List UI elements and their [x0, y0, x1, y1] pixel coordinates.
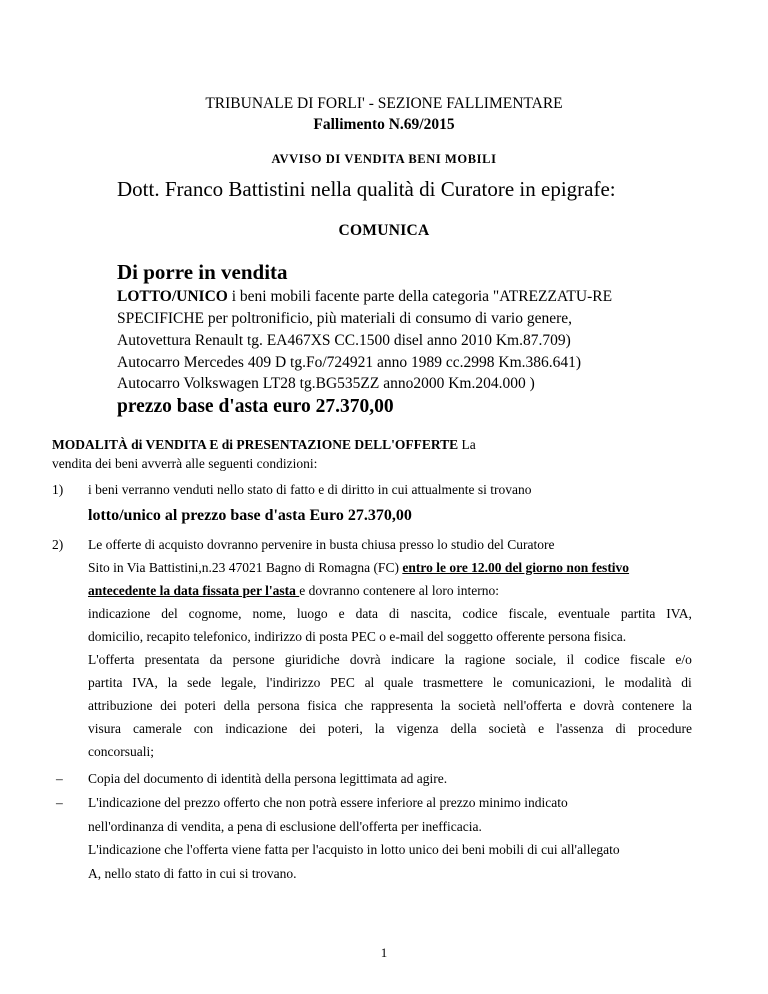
- word: eventuale: [558, 606, 610, 621]
- item-2-para2-last: concorsuali;: [88, 744, 154, 759]
- modalita-title-bold: MODALITÀ di VENDITA E di PRESENTAZIONE DELL'OFFERTE: [52, 437, 459, 452]
- item-2-number: 2): [52, 537, 64, 552]
- word: da: [209, 652, 223, 667]
- word: rappresenta: [370, 698, 434, 713]
- curatore-line: Dott. Franco Battistini nella qualità di Curatore in epigrafe:: [117, 177, 616, 201]
- word: persone: [232, 652, 275, 667]
- item-2-address: Sito in Via Battistini,n.23 47021 Bagno di Romagna (FC): [88, 560, 403, 575]
- word: il: [566, 652, 575, 667]
- item-1-number: 1): [52, 482, 64, 497]
- word: le: [604, 675, 615, 690]
- word: modalità: [624, 675, 672, 690]
- word: di: [615, 721, 627, 736]
- word: e: [569, 698, 576, 713]
- item-2-para2-line-3: [88, 698, 692, 714]
- word: contenere: [621, 698, 675, 713]
- item-2-contents: e dovranno contenere al loro interno:: [299, 583, 500, 598]
- word: dovrà: [349, 652, 381, 667]
- word: legale,: [220, 675, 257, 690]
- word: e: [538, 721, 545, 736]
- word: della: [450, 721, 477, 736]
- word: presentata: [144, 652, 200, 667]
- word: visura: [88, 721, 121, 736]
- word: l'assenza: [556, 721, 604, 736]
- item-2-line-1: Le offerte di acquisto dovranno pervenire in busta chiusa presso lo studio del Curatore: [88, 537, 555, 552]
- bullet-3-line-1: L'indicazione che l'offerta viene fatta per l'acquisto in lotto unico dei beni mobili di cui all'allegato: [88, 842, 620, 857]
- word: cognome,: [188, 606, 242, 621]
- lotto-line-4: Autocarro Mercedes 409 D tg.Fo/724921 anno 1989 cc.2998 Km.386.641): [117, 354, 582, 371]
- word: la: [444, 652, 455, 667]
- item-2-para2-line-2: [88, 675, 692, 691]
- word: vigenza: [396, 721, 439, 736]
- word: fiscale,: [508, 606, 548, 621]
- notice-title: AVVISO DI VENDITA BENI MOBILI: [271, 152, 497, 166]
- lotto-text-1: i beni mobili facente parte della categoria "ATREZZATU-RE: [227, 288, 613, 305]
- word: di: [681, 675, 692, 690]
- item-2-para2-line-4: [88, 721, 692, 737]
- item-2-line-2: [88, 560, 629, 576]
- word: indicare: [390, 652, 435, 667]
- word: la: [682, 698, 692, 713]
- word: e/o: [675, 652, 692, 667]
- word: nome,: [252, 606, 286, 621]
- word: dovrà: [583, 698, 615, 713]
- court-title: TRIBUNALE DI FORLI' - SEZIONE FALLIMENTARE: [205, 95, 563, 112]
- word: luogo: [296, 606, 328, 621]
- item-2-line-3: [88, 583, 499, 599]
- word: nell'offerta: [503, 698, 562, 713]
- word: fisica: [307, 698, 337, 713]
- word: indicazione: [88, 606, 151, 621]
- word: dei: [160, 698, 177, 713]
- bullet-3-line-2: A, nello stato di fatto in cui si trovano.: [88, 866, 297, 881]
- word: L'offerta: [88, 652, 135, 667]
- lotto-line-5: Autocarro Volkswagen LT28 tg.BG535ZZ anno2000 Km.204.000 ): [117, 375, 535, 392]
- lotto-line-2: SPECIFICHE per poltronificio, più materiali di consumo di vario genere,: [117, 310, 573, 327]
- porre-heading: Di porre in vendita: [117, 260, 288, 284]
- modalita-title: [52, 437, 476, 453]
- item-2-deadline: entro le ore 12.00 del giorno non festivo: [402, 560, 630, 575]
- word: partita: [88, 675, 123, 690]
- bullet-1-text: Copia del documento di identità della persona legittimata ad agire.: [88, 771, 448, 786]
- word: dei: [299, 721, 316, 736]
- item-2-para1-line-2: domicilio, recapito telefonico, indirizzo di posta PEC o e-mail del soggetto offerente persona fisica.: [88, 629, 627, 644]
- word: di: [389, 606, 400, 621]
- modalita-title-tail: La: [458, 437, 476, 452]
- item-2-para2-line-1: [88, 652, 692, 668]
- prezzo-base: prezzo base d'asta euro 27.370,00: [117, 396, 394, 417]
- bullet-2-line-2: nell'ordinanza di vendita, a pena di esclusione dell'offerta per inefficacia.: [88, 819, 482, 834]
- word: IVA,: [132, 675, 158, 690]
- lotto-line-3: Autovettura Renault tg. EA467XS CC.1500 disel anno 2010 Km.87.709): [117, 332, 571, 349]
- page-number: 1: [380, 945, 388, 960]
- bullet-2-line-1: L'indicazione del prezzo offerto che non potrà essere inferiore al prezzo minimo indicato: [88, 795, 568, 810]
- bullet-dash-2: –: [56, 795, 63, 810]
- word: la: [374, 721, 385, 736]
- item-2-para1-line-1: [88, 606, 692, 622]
- word: camerale: [132, 721, 182, 736]
- word: della: [223, 698, 250, 713]
- word: l'indirizzo: [266, 675, 321, 690]
- word: e: [338, 606, 345, 621]
- item-2-deadline-cont: antecedente la data fissata per l'asta: [88, 583, 300, 598]
- word: fiscale: [629, 652, 666, 667]
- word: sociale,: [515, 652, 557, 667]
- lotto-label: LOTTO/UNICO: [117, 288, 228, 305]
- word: giuridiche: [284, 652, 340, 667]
- word: PEC: [330, 675, 355, 690]
- word: IVA,: [666, 606, 692, 621]
- word: che: [344, 698, 364, 713]
- word: codice: [462, 606, 498, 621]
- word: nascita,: [410, 606, 452, 621]
- word: trasmettere: [423, 675, 483, 690]
- word: procedure: [638, 721, 692, 736]
- word: sede: [187, 675, 212, 690]
- word: partita: [620, 606, 656, 621]
- word: codice: [584, 652, 620, 667]
- word: quale: [384, 675, 414, 690]
- bullet-dash-1: –: [56, 771, 63, 786]
- comunica-heading: COMUNICA: [338, 222, 430, 239]
- word: del: [161, 606, 178, 621]
- word: società: [488, 721, 527, 736]
- case-number: Fallimento N.69/2015: [313, 116, 455, 133]
- word: persona: [257, 698, 300, 713]
- word: poteri: [184, 698, 216, 713]
- item-1-text: i beni verranno venduti nello stato di fatto e di diritto in cui attualmente si trovano: [88, 482, 532, 497]
- word: indicazione: [225, 721, 288, 736]
- word: attribuzione: [88, 698, 153, 713]
- word: con: [193, 721, 214, 736]
- lotto-line-1: [117, 287, 612, 307]
- modalita-subtitle: vendita dei beni avverrà alle seguenti condizioni:: [52, 456, 318, 471]
- word: al: [364, 675, 375, 690]
- word: la: [167, 675, 178, 690]
- word: la: [440, 698, 451, 713]
- word: società: [458, 698, 496, 713]
- word: poteri,: [327, 721, 363, 736]
- item-1-lotto: lotto/unico al prezzo base d'asta Euro 27.370,00: [88, 507, 412, 524]
- word: comunicazioni,: [512, 675, 596, 690]
- word: ragione: [464, 652, 506, 667]
- word: data: [355, 606, 379, 621]
- word: le: [492, 675, 503, 690]
